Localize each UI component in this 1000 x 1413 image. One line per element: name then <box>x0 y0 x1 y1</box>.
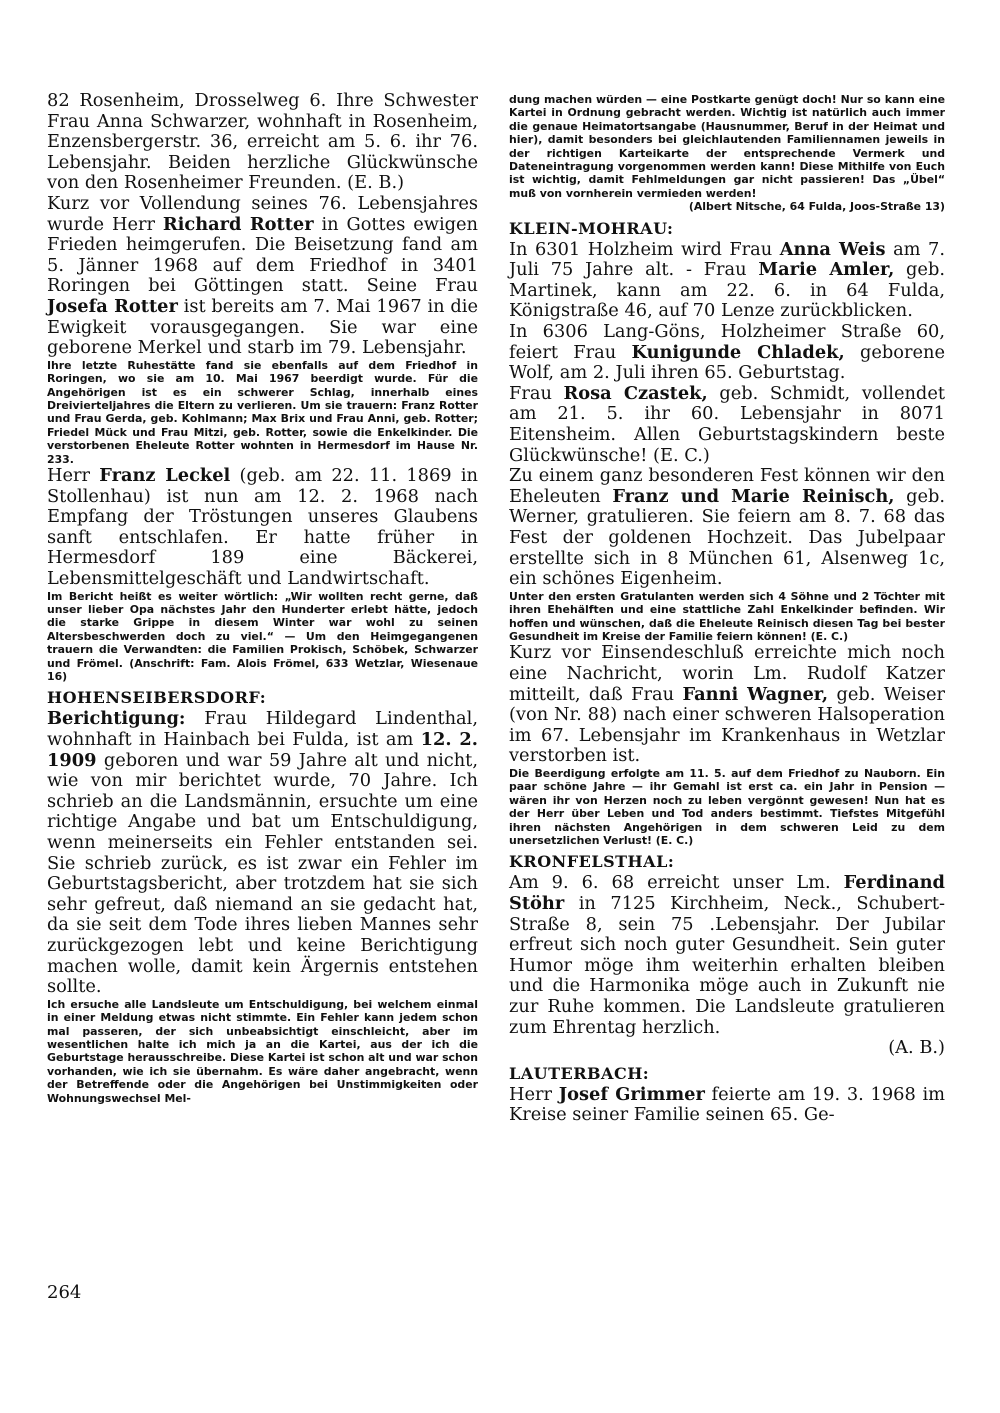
paragraph-small: Unter den ersten Gratulanten werden sich 4 Söhne und 2 Töchter mit ihren Ehehälften und eine stattliche Zahl Enkelkinder befinden. Wir hoffen und wünschen, daß die Eheleute Reinisch diesen Tag bei bester Gesundheit im Kreise der Familie feiern können! (E. C.) <box>509 589 945 643</box>
paragraph: In 6301 Holzheim wird Frau Anna Weis am 7. Juli 75 Jahre alt. - Frau Marie Amler, geb. Martinek, kann am 22. 6. in 64 Fulda, Königstraße 46, auf 70 Lenze zurückblicken. <box>509 238 946 322</box>
paragraph: In 6306 Lang-Göns, Holzheimer Straße 60, feiert Frau Kunigunde Chladek, geborene Wolf, am 2. Juli ihren 65. Geburtstag. <box>509 321 945 384</box>
signature: (Albert Nitsche, 64 Fulda, Joos-Straße 13) <box>688 200 945 214</box>
paragraph: Kurz vor Vollendung seines 76. Lebensjahres wurde Herr Richard Rotter in Gottes ewigen Frieden heimgerufen. Die Beisetzung fand am 5. Jänner 1968 auf dem Friedhof in 3401 Roringen bei Göttingen statt. Seine Frau Josefa Rotter ist bereits am 7. Mai 1967 in die Ewigkeit vorausgegangen. Sie war eine geborene Merkel und starb im 79. Lebensjahr. <box>47 192 479 359</box>
paragraph: Herr Josef Grimmer feierte am 19. 3. 1968 im Kreise seiner Familie seinen 65. Ge- <box>509 1083 946 1126</box>
paragraph: Herr Franz Leckel (geb. am 22. 11. 1869 in Stollenhau) ist nun am 12. 2. 1968 nach Empfang der Tröstungen unseres Glaubens sanft entschlafen. Er hatte früher in Hermesdorf 189 eine Bäckerei, Lebensmittelgeschäft und Landwirtschaft. <box>47 464 478 589</box>
paragraph: 82 Rosenheim, Drosselweg 6. Ihre Schwester Frau Anna Schwarzer, wohnhaft in Rosenheim, Enzensbergerstr. 36, erreicht am 5. 6. ihr 76. Lebensjahr. Beiden herzliche Glückwünsche von den Rosenheimer Freunden. (E. B.) <box>47 90 478 194</box>
section-heading: KLEIN-MOHRAU: <box>509 218 674 238</box>
paragraph-small: dung machen würden — eine Postkarte genügt doch! Nur so kann eine Kartei in Ordnung gebracht werden. Wichtig ist natürlich auch immer die genaue Heimatortsangabe (Hausnummer, Beruf in der Heimat und hier), damit besonders bei gleichlautenden Familiennamen jeweils in der richtigen Karteikarte der entsprechende Vermerk und Dateneintragung vorgenommen werden kann! Diese Mithilfe von Euch ist wichtig, damit Fehlmeldungen gar nicht passieren! Das „Übel“ muß von vornherein vermieden werden! <box>509 93 945 200</box>
paragraph-small: Die Beerdigung erfolgte am 11. 5. auf dem Friedhof zu Nauborn. Ein paar schöne Jahre — ihr Gemahl ist erst ca. ein Jahr in Pension — wären ihr von Herzen noch zu leben vergönnt gewesen! Nun hat es der Herr über Leben und Tod anders bestimmt. Tiefstes Mitgefühl ihren nächsten Angehörigen in dem schweren Leid zu dem unersetzlichen Verlust! (E. C.) <box>509 766 945 847</box>
paragraph-small: Im Bericht heißt es weiter wörtlich: „Wir wollten recht gerne, daß unser lieber Opa nächstes Jahr den Hunderter erlebt hätte, jedoch die starke Grippe in diesem Winter war wohl zu seinen Altersbeschwerden doch zu viel.“ — Um den Heimgegangenen trauern die Verwandten: die Familien Prokisch, Schöbek, Schwarzer und Frömel. (Anschrift: Fam. Alois Frömel, 633 Wetzlar, Wiesenaue 16) <box>47 589 478 683</box>
page-number: 264 <box>47 1282 82 1303</box>
paragraph-small: Ihre letzte Ruhestätte fand sie ebenfalls auf dem Friedhof in Roringen, wo sie am 10. Mai 1967 beerdigt wurde. Für die Angehörigen ist es ein schwerer Schlag, innerhalb eines Dreivierteljahres die Eltern zu verlieren. Um sie trauern: Franz Rotter und Frau Gerda, geb. Kohlmann; Max Brix und Frau Anni, geb. Rotter; Friedel Mück und Frau Mitzi, geb. Rotter, sowie die Enkelkinder. Die verstorbenen Eheleute Rotter wohnten in Hermesdorf im Hause Nr. 233. <box>47 358 478 466</box>
paragraph-small: Ich ersuche alle Landsleute um Entschuldigung, bei welchem einmal in einer Meldung etwas nicht stimmte. Ein Fehler kann jedem schon mal passeren, der sich unbeabsichtigt einschleicht, aber im wesentlichen halte ich mich ja an die Kartei, aus der ich die Geburtstage herausschreibe. Diese Kartei ist schon alt und war schon vorhanden, wie ich sie übernahm. Es wäre daher angebracht, wenn der Betreffende oder die Angehörigen bei Unstimmigkeiten oder Wohnungswechsel Mel- <box>47 997 478 1105</box>
paragraph: Kurz vor Einsendeschluß erreichte mich noch eine Nachricht, worin Lm. Rudolf Katzer mitteilt, daß Frau Fanni Wagner, geb. Weiser (von Nr. 88) nach einer schweren Halsoperation im 67. Lebensjahr im Krankenhaus in Wetzlar verstorben ist. <box>509 642 945 767</box>
section-heading: LAUTERBACH: <box>509 1063 650 1083</box>
section-heading: KRONFELSTHAL: <box>509 852 675 872</box>
paragraph: Zu einem ganz besonderen Fest können wir den Eheleuten Franz und Marie Reinisch, geb. Werner, gratulieren. Sie feiern am 8. 7. 68 das Fest der goldenen Hochzeit. Das Jubelpaar erstellte sich in 8 München 61, Alsenweg 1c, ein schönes Eigenheim. <box>509 465 946 590</box>
paragraph: Frau Rosa Czastek, geb. Schmidt, vollendet am 21. 5. ihr 60. Lebensjahr in 8071 Eitensheim. Allen Geburtstagskindern beste Glückwünsche! (E. C.) <box>509 382 945 466</box>
right-column <box>509 93 945 1126</box>
signature: (A. B.) <box>888 1037 945 1059</box>
paragraph: Am 9. 6. 68 erreicht unser Lm. Ferdinand Stöhr in 7125 Kirchheim, Neck., Schubert-Straße 8, sein 75 .Lebensjahr. Der Jubilar erfreut sich noch guter Gesundheit. Sein guter Humor möge ihm weiterhin erhalten bleiben und die Harmonika möge auch in Zukunft nie zur Ruhe kommen. Die Landsleute gratulieren zum Ehrentag herzlich. <box>509 872 945 1038</box>
section-heading: HOHENSEIBERSDORF: <box>47 688 267 708</box>
left-column <box>47 91 478 1105</box>
paragraph: Berichtigung: Frau Hildegard Lindenthal, wohnhaft in Hainbach bei Fulda, ist am 12. 2. 1909 geboren und war 59 Jahre alt und nicht, wie von mir berichtet wurde, 70 Jahre. Ich schrieb an die Landsmännin, ersuchte um eine richtige Angabe und bat um Entschuldigung, wenn meinerseits ein Fehler entstanden sei. Sie schrieb zurück, es ist zwar ein Fehler im Geburtstagsbericht, aber trotzdem hat sie sich sehr gefreut, daß niemand an sie gedacht hat, da sie seit dem Tode ihres lieben Mannes sehr zurückgezogen lebt und keine Berichtigung machen wolle, damit kein Ärgernis entstehen sollte. <box>47 708 478 998</box>
